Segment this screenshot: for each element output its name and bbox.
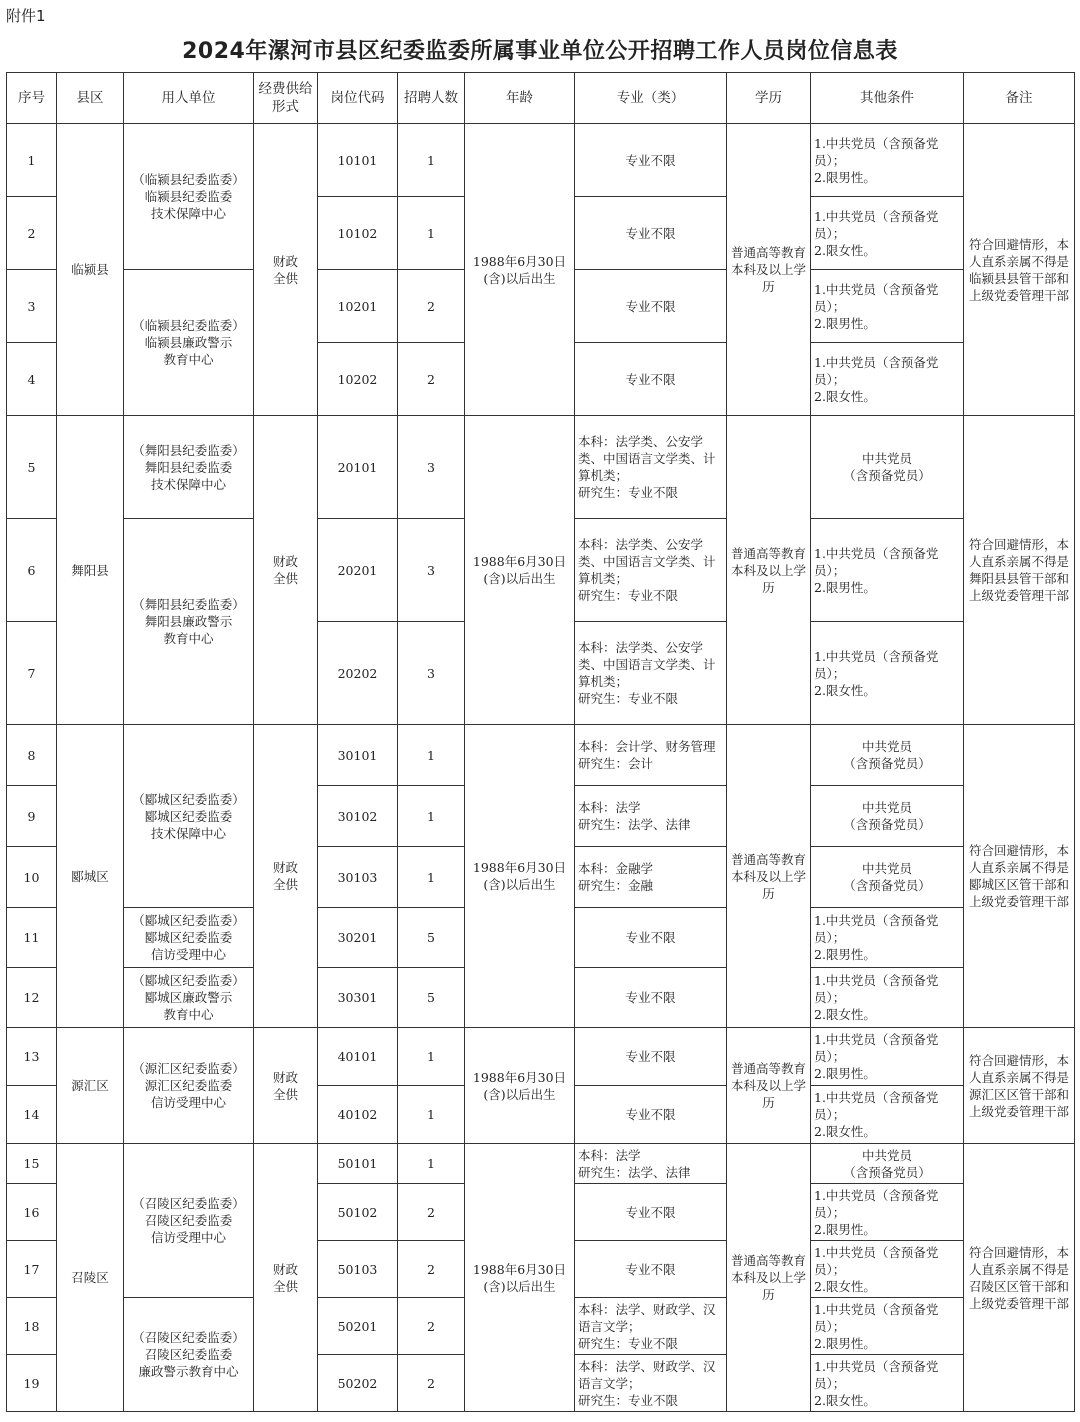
major-cell: 本科：法学 研究生：法学、法律 xyxy=(575,786,727,847)
position-code: 30201 xyxy=(318,908,398,968)
table-row xyxy=(7,416,1075,519)
hire-count: 2 xyxy=(398,1241,465,1298)
other-conditions: 1.中共党员（含预备党员）； 2.限男性。 xyxy=(811,124,964,197)
row-no: 13 xyxy=(7,1028,57,1086)
other-conditions: 中共党员 （含预备党员） xyxy=(811,847,964,908)
age-cell: 1988年6月30日 (含)以后出生 xyxy=(465,124,575,416)
row-no: 4 xyxy=(7,343,57,416)
major-cell: 专业不限 xyxy=(575,1241,727,1298)
other-conditions: 1.中共党员（含预备党员）； 2.限男性。 xyxy=(811,1028,964,1086)
positions-table xyxy=(6,72,1075,1412)
other-conditions: 1.中共党员（含预备党员）； 2.限男性。 xyxy=(811,270,964,343)
hire-count: 5 xyxy=(398,908,465,968)
major-cell: 专业不限 xyxy=(575,1086,727,1144)
position-code: 10101 xyxy=(318,124,398,197)
hire-count: 2 xyxy=(398,270,465,343)
other-conditions: 中共党员 （含预备党员） xyxy=(811,786,964,847)
hire-count: 1 xyxy=(398,124,465,197)
hire-count: 5 xyxy=(398,968,465,1028)
row-no: 5 xyxy=(7,416,57,519)
position-code: 20201 xyxy=(318,519,398,622)
other-conditions: 中共党员 （含预备党员） xyxy=(811,416,964,519)
position-code: 30101 xyxy=(318,725,398,786)
position-code: 20202 xyxy=(318,622,398,725)
other-conditions: 中共党员 （含预备党员） xyxy=(811,725,964,786)
hire-count: 1 xyxy=(398,847,465,908)
attachment-label: 附件1 xyxy=(6,7,46,25)
unit-cell: （郾城区纪委监委） 郾城区廉政警示 教育中心 xyxy=(124,968,254,1028)
age-cell: 1988年6月30日 (含)以后出生 xyxy=(465,1028,575,1144)
position-code: 50101 xyxy=(318,1144,398,1184)
county-cell: 舞阳县 xyxy=(57,416,124,725)
header-county: 县区 xyxy=(57,73,124,124)
hire-count: 2 xyxy=(398,1355,465,1412)
hire-count: 2 xyxy=(398,343,465,416)
other-conditions: 中共党员 （含预备党员） xyxy=(811,1144,964,1184)
major-cell: 本科：金融学 研究生：金融 xyxy=(575,847,727,908)
row-no: 17 xyxy=(7,1241,57,1298)
unit-cell: （源汇区纪委监委） 源汇区纪委监委 信访受理中心 xyxy=(124,1028,254,1144)
position-code: 10102 xyxy=(318,197,398,270)
other-conditions: 1.中共党员（含预备党员）； 2.限女性。 xyxy=(811,343,964,416)
major-cell: 本科：法学类、公安学类、中国语言文学类、计算机类； 研究生：专业不限 xyxy=(575,519,727,622)
major-cell: 专业不限 xyxy=(575,1028,727,1086)
position-code: 50103 xyxy=(318,1241,398,1298)
hire-count: 3 xyxy=(398,622,465,725)
education-cell: 普通高等教育本科及以上学历 xyxy=(727,1144,811,1412)
major-cell: 专业不限 xyxy=(575,968,727,1028)
row-no: 14 xyxy=(7,1086,57,1144)
age-cell: 1988年6月30日 (含)以后出生 xyxy=(465,416,575,725)
hire-count: 1 xyxy=(398,1144,465,1184)
table-row xyxy=(7,725,1075,786)
other-conditions: 1.中共党员（含预备党员）； 2.限女性。 xyxy=(811,1086,964,1144)
hire-count: 3 xyxy=(398,416,465,519)
position-code: 10201 xyxy=(318,270,398,343)
row-no: 18 xyxy=(7,1298,57,1355)
hire-count: 2 xyxy=(398,1298,465,1355)
unit-cell: （召陵区纪委监委） 召陵区纪委监委 廉政警示教育中心 xyxy=(124,1298,254,1412)
page-title: 2024年漯河市县区纪委监委所属事业单位公开招聘工作人员岗位信息表 xyxy=(182,39,898,64)
education-cell: 普通高等教育本科及以上学历 xyxy=(727,124,811,416)
header-no: 序号 xyxy=(7,73,57,124)
row-no: 11 xyxy=(7,908,57,968)
county-cell: 临颍县 xyxy=(57,124,124,416)
major-cell: 专业不限 xyxy=(575,197,727,270)
hire-count: 1 xyxy=(398,786,465,847)
row-no: 12 xyxy=(7,968,57,1028)
position-code: 30102 xyxy=(318,786,398,847)
unit-cell: （临颍县纪委监委） 临颍县纪委监委 技术保障中心 xyxy=(124,124,254,270)
other-conditions: 1.中共党员（含预备党员）； 2.限女性。 xyxy=(811,1355,964,1412)
hire-count: 1 xyxy=(398,1086,465,1144)
other-conditions: 1.中共党员（含预备党员）； 2.限男性。 xyxy=(811,1298,964,1355)
row-no: 7 xyxy=(7,622,57,725)
unit-cell: （郾城区纪委监委） 郾城区纪委监委 信访受理中心 xyxy=(124,908,254,968)
other-conditions: 1.中共党员（含预备党员）； 2.限女性。 xyxy=(811,622,964,725)
remark-cell: 符合回避情形，本人直系亲属不得是临颍县县管干部和上级党委管理干部 xyxy=(964,124,1075,416)
row-no: 1 xyxy=(7,124,57,197)
row-no: 8 xyxy=(7,725,57,786)
other-conditions: 1.中共党员（含预备党员）； 2.限男性。 xyxy=(811,519,964,622)
row-no: 6 xyxy=(7,519,57,622)
header-major: 专业（类） xyxy=(575,73,727,124)
county-cell: 源汇区 xyxy=(57,1028,124,1144)
position-code: 40101 xyxy=(318,1028,398,1086)
age-cell: 1988年6月30日 (含)以后出生 xyxy=(465,1144,575,1412)
table-row xyxy=(7,1144,1075,1184)
county-cell: 召陵区 xyxy=(57,1144,124,1412)
funding-cell: 财政 全供 xyxy=(254,1144,318,1412)
age-cell: 1988年6月30日 (含)以后出生 xyxy=(465,725,575,1028)
major-cell: 本科：法学类、公安学类、中国语言文学类、计算机类； 研究生：专业不限 xyxy=(575,416,727,519)
major-cell: 本科：法学、财政学、汉语言文学； 研究生：专业不限 xyxy=(575,1355,727,1412)
table-row xyxy=(7,1028,1075,1086)
remark-cell: 符合回避情形，本人直系亲属不得是源汇区区管干部和上级党委管理干部 xyxy=(964,1028,1075,1144)
table-header-row xyxy=(7,73,1075,124)
unit-cell: （召陵区纪委监委） 召陵区纪委监委 信访受理中心 xyxy=(124,1144,254,1298)
hire-count: 2 xyxy=(398,1184,465,1241)
unit-cell: （舞阳县纪委监委） 舞阳县纪委监委 技术保障中心 xyxy=(124,416,254,519)
header-count: 招聘人数 xyxy=(398,73,465,124)
funding-cell: 财政 全供 xyxy=(254,1028,318,1144)
header-funding: 经费供给 形式 xyxy=(254,73,318,124)
unit-cell: （舞阳县纪委监委） 舞阳县廉政警示 教育中心 xyxy=(124,519,254,725)
education-cell: 普通高等教育本科及以上学历 xyxy=(727,416,811,725)
hire-count: 3 xyxy=(398,519,465,622)
major-cell: 专业不限 xyxy=(575,1184,727,1241)
position-code: 50102 xyxy=(318,1184,398,1241)
major-cell: 专业不限 xyxy=(575,343,727,416)
row-no: 19 xyxy=(7,1355,57,1412)
header-unit: 用人单位 xyxy=(124,73,254,124)
major-cell: 本科：法学、财政学、汉语言文学； 研究生：专业不限 xyxy=(575,1298,727,1355)
remark-cell: 符合回避情形，本人直系亲属不得是舞阳县县管干部和上级党委管理干部 xyxy=(964,416,1075,725)
row-no: 2 xyxy=(7,197,57,270)
major-cell: 本科：法学 研究生：法学、法律 xyxy=(575,1144,727,1184)
education-cell: 普通高等教育本科及以上学历 xyxy=(727,725,811,1028)
position-code: 10202 xyxy=(318,343,398,416)
other-conditions: 1.中共党员（含预备党员）； 2.限男性。 xyxy=(811,908,964,968)
position-code: 30103 xyxy=(318,847,398,908)
position-code: 50202 xyxy=(318,1355,398,1412)
county-cell: 郾城区 xyxy=(57,725,124,1028)
funding-cell: 财政 全供 xyxy=(254,725,318,1028)
position-code: 30301 xyxy=(318,968,398,1028)
major-cell: 专业不限 xyxy=(575,270,727,343)
row-no: 9 xyxy=(7,786,57,847)
funding-cell: 财政 全供 xyxy=(254,124,318,416)
header-education: 学历 xyxy=(727,73,811,124)
header-code: 岗位代码 xyxy=(318,73,398,124)
position-code: 40102 xyxy=(318,1086,398,1144)
other-conditions: 1.中共党员（含预备党员）； 2.限女性。 xyxy=(811,1241,964,1298)
position-code: 20101 xyxy=(318,416,398,519)
row-no: 3 xyxy=(7,270,57,343)
header-remark: 备注 xyxy=(964,73,1075,124)
major-cell: 专业不限 xyxy=(575,908,727,968)
row-no: 15 xyxy=(7,1144,57,1184)
major-cell: 本科：法学类、公安学类、中国语言文学类、计算机类； 研究生：专业不限 xyxy=(575,622,727,725)
unit-cell: （郾城区纪委监委） 郾城区纪委监委 技术保障中心 xyxy=(124,725,254,908)
major-cell: 本科：会计学、财务管理 研究生：会计 xyxy=(575,725,727,786)
hire-count: 1 xyxy=(398,725,465,786)
remark-cell: 符合回避情形，本人直系亲属不得是郾城区区管干部和上级党委管理干部 xyxy=(964,725,1075,1028)
other-conditions: 1.中共党员（含预备党员）； 2.限女性。 xyxy=(811,968,964,1028)
hire-count: 1 xyxy=(398,1028,465,1086)
unit-cell: （临颍县纪委监委） 临颍县廉政警示 教育中心 xyxy=(124,270,254,416)
education-cell: 普通高等教育本科及以上学历 xyxy=(727,1028,811,1144)
row-no: 16 xyxy=(7,1184,57,1241)
header-other: 其他条件 xyxy=(811,73,964,124)
row-no: 10 xyxy=(7,847,57,908)
position-code: 50201 xyxy=(318,1298,398,1355)
other-conditions: 1.中共党员（含预备党员）； 2.限女性。 xyxy=(811,197,964,270)
table-row xyxy=(7,124,1075,197)
remark-cell: 符合回避情形，本人直系亲属不得是召陵区区管干部和上级党委管理干部 xyxy=(964,1144,1075,1412)
header-age: 年龄 xyxy=(465,73,575,124)
funding-cell: 财政 全供 xyxy=(254,416,318,725)
hire-count: 1 xyxy=(398,197,465,270)
other-conditions: 1.中共党员（含预备党员）； 2.限男性。 xyxy=(811,1184,964,1241)
major-cell: 专业不限 xyxy=(575,124,727,197)
